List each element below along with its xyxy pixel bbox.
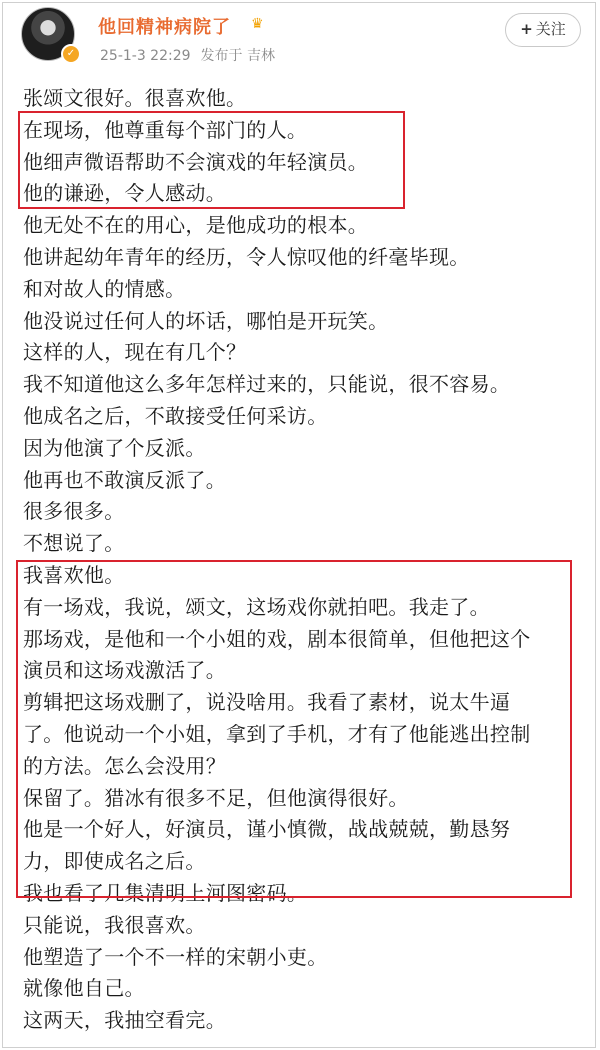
- post-text-line: 张颂文很好。很喜欢他。: [23, 86, 247, 110]
- follow-label: 关注: [535, 20, 566, 38]
- post-text-line: 他再也不敢演反派了。: [23, 467, 226, 492]
- post-text-line: 很多很多。: [23, 499, 125, 524]
- crown-icon: ♛: [251, 16, 264, 32]
- post-text-line: 了。他说动一个小姐，拿到了手机，才有了他能逃出控制: [23, 721, 531, 746]
- post-text-line: 我也看了几集清明上河图密码。: [23, 880, 308, 905]
- post-header: [3, 3, 595, 75]
- highlight-box-1: [18, 111, 405, 209]
- post-text-line: 有一场戏，我说，颂文，这场戏你就拍吧。我走了。: [23, 594, 490, 619]
- post-text-line: 就像他自己。: [23, 976, 145, 1001]
- author-name[interactable]: 他回精神病院了: [98, 17, 231, 38]
- post-text-line: 我喜欢他。: [23, 562, 125, 587]
- publish-location: 发布于 吉林: [200, 48, 275, 64]
- post-text-line: 这样的人，现在有几个？: [23, 340, 247, 365]
- post-text-line: 因为他演了个反派。: [23, 435, 206, 460]
- post-text-line: 在现场，他尊重每个部门的人。: [23, 117, 308, 142]
- post-text-line: 只能说，我很喜欢。: [23, 912, 206, 937]
- post-text-line: 我不知道他这么多年怎样过来的，只能说，很不容易。: [23, 372, 511, 397]
- plus-icon: +: [520, 20, 533, 38]
- post-text-line: 的方法。怎么会没用？: [23, 753, 226, 778]
- post-date: 25-1-3 22:29: [100, 48, 191, 64]
- post-text-line: 不想说了。: [23, 531, 125, 556]
- post-text-line: 和对故人的情感。: [23, 276, 186, 301]
- post-text-line: 保留了。猎冰有很多不足，但他演得很好。: [23, 785, 409, 810]
- post-text-line: 演员和这场戏激活了。: [23, 658, 226, 683]
- screenshot-frame: [2, 2, 596, 1048]
- post-text-line: 他塑造了一个不一样的宋朝小吏。: [23, 944, 328, 969]
- follow-button[interactable]: [505, 13, 581, 47]
- post-text-line: 剪辑把这场戏删了，说没啥用。我看了素材，说太牛逼: [23, 690, 511, 715]
- post-text-line: 那场戏，是他和一个小姐的戏，剧本很简单，但他把这个: [23, 626, 531, 651]
- post-text-line: 他无处不在的用心，是他成功的根本。: [23, 213, 369, 238]
- post-meta: [100, 45, 275, 65]
- post-text-line: 他讲起幼年青年的经历，令人惊叹他的纤毫毕现。: [23, 244, 470, 269]
- post-text-line: 他成名之后，不敢接受任何采访。: [23, 403, 328, 428]
- post-text-line: 他是一个好人，好演员，谨小慎微，战战兢兢，勤恳努: [23, 817, 511, 842]
- post-text-line: 他细声微语帮助不会演戏的年轻演员。: [23, 149, 369, 174]
- verified-badge-icon: ✓: [61, 44, 81, 64]
- post-text-line: 他没说过任何人的坏话，哪怕是开玩笑。: [23, 308, 389, 333]
- highlight-box-2: [16, 560, 572, 898]
- post-text-line: 他的谦逊，令人感动。: [23, 181, 226, 206]
- post-text-line: 力，即使成名之后。: [23, 849, 206, 874]
- post-text-line: 这两天，我抽空看完。: [23, 1008, 226, 1033]
